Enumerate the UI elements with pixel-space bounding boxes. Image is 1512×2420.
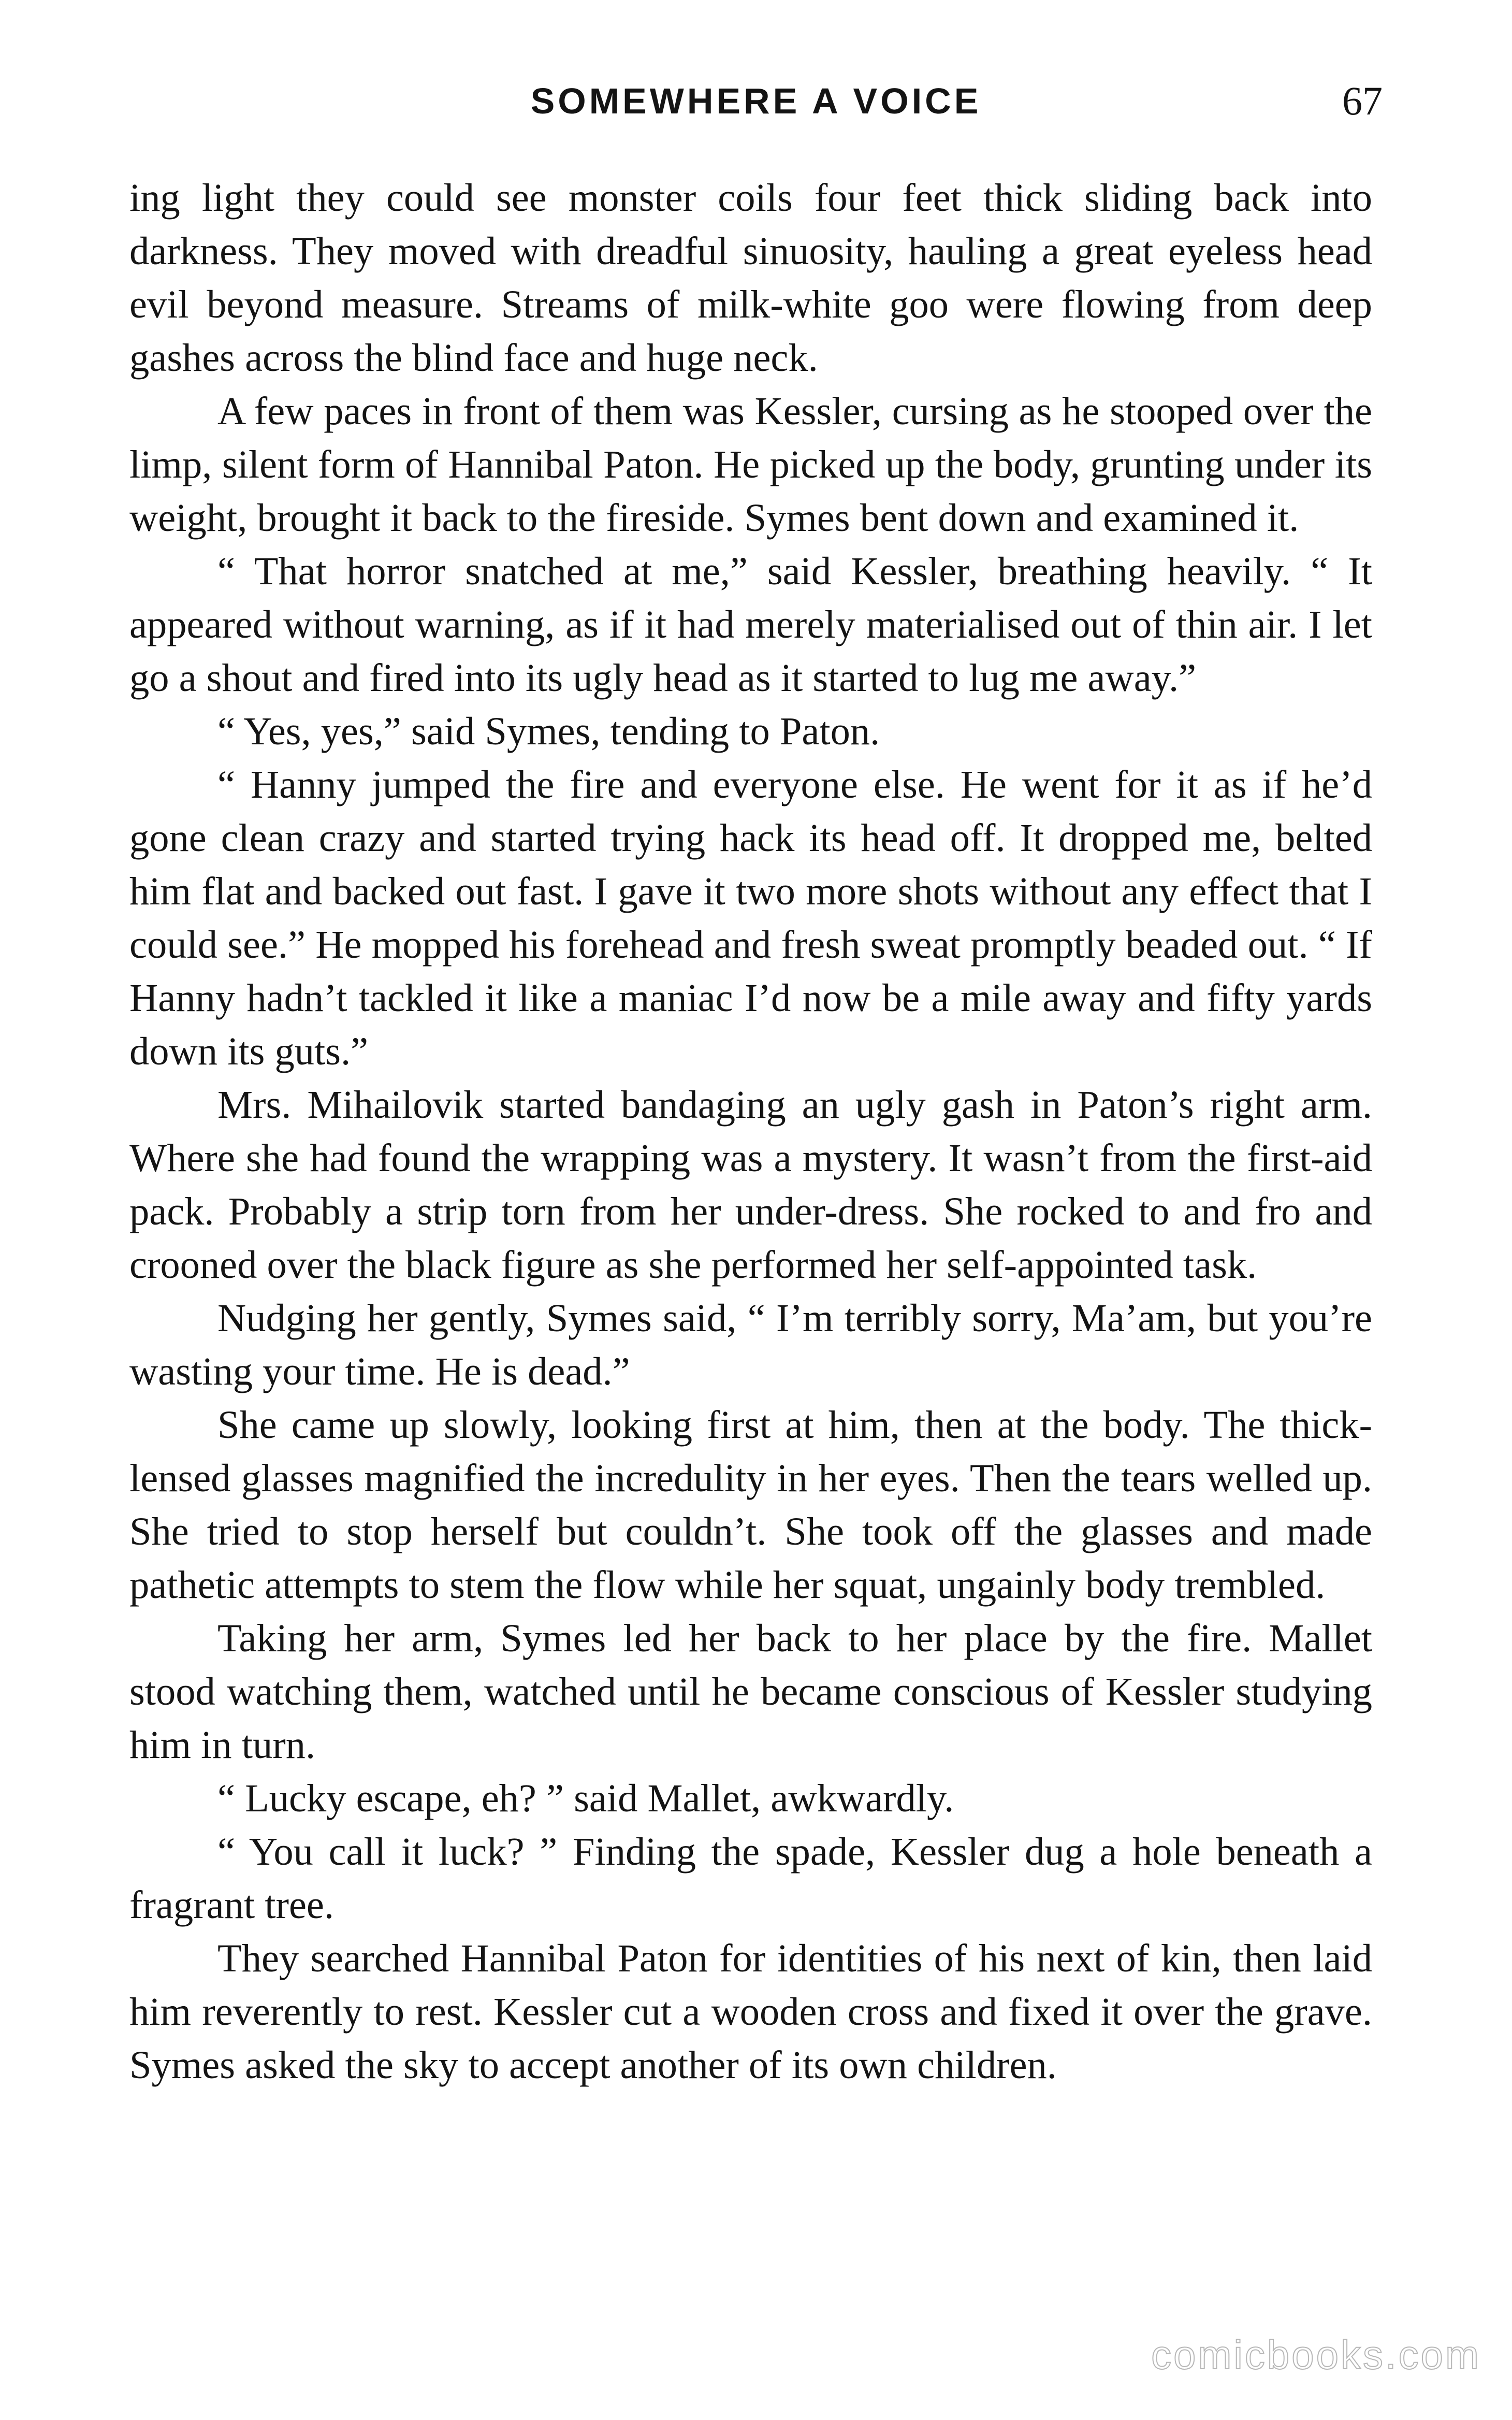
paragraph: “ You call it luck? ” Finding the spade, Kessler dug a hole beneath a fragrant tree. [129,1830,1372,1927]
body-text [129,171,1372,2092]
paragraph: ing light they could see monster coils four feet thick sliding back into darkness. They moved with dreadful sinuosity, hauling a great eyeless head evil beyond measure. Streams of milk-white goo were flowing from deep gashes across the blind face and huge neck. [129,176,1372,380]
paragraph: They searched Hannibal Paton for identities of his next of kin, then laid him reverently to rest. Kessler cut a wooden cross and fixed it over the grave. Symes asked the sky to accept another of its own children. [129,1936,1372,2087]
watermark: comicbooks.com [1151,2332,1481,2378]
running-head [129,73,1383,129]
paragraph: A few paces in front of them was Kessler, cursing as he stooped over the limp, silent form of Hannibal Paton. He picked up the body, grunting under its weight, brought it back to the fireside. Symes bent down and examined it. [129,389,1372,540]
page-number: 67 [1342,78,1383,123]
running-title: SOMEWHERE A VOICE [530,81,982,121]
paragraph: Taking her arm, Symes led her back to her place by the fire. Mallet stood watching them, watched until he became conscious of Kessler studying him in turn. [129,1616,1372,1767]
paragraph: Nudging her gently, Symes said, “ I’m terribly sorry, Ma’am, but you’re wasting your time. He is dead.” [129,1296,1372,1393]
paragraph: “ That horror snatched at me,” said Kessler, breathing heavily. “ It appeared without warning, as if it had merely materialised out of thin air. I let go a shout and fired into its ugly head as it started to lug me away.” [129,549,1372,700]
paragraph: She came up slowly, looking first at him, then at the body. The thick-lensed glasses magnified the incredulity in her eyes. Then the tears welled up. She tried to stop herself but couldn’t. She took off the glasses and made pathetic attempts to stem the flow while her squat, ungainly body trembled. [129,1403,1372,1607]
paragraph: “ Lucky escape, eh? ” said Mallet, awkwardly. [217,1776,954,1820]
paragraph: “ Yes, yes,” said Symes, tending to Paton. [217,709,880,753]
paragraph: Mrs. Mihailovik started bandaging an ugly gash in Paton’s right arm. Where she had found the wrapping was a mystery. It wasn’t from the first-aid pack. Probably a strip torn from her under-dress. She rocked to and fro and crooned over the black figure as she performed her self-appointed task. [129,1083,1372,1287]
paragraph: “ Hanny jumped the fire and everyone else. He went for it as if he’d gone clean crazy and started trying hack its head off. It dropped me, belted him flat and backed out fast. I gave it two more shots without any effect that I could see.” He mopped his forehead and fresh sweat promptly beaded out. “ If Hanny hadn’t tackled it like a maniac I’d now be a mile away and fifty yards down its guts.” [129,762,1372,1073]
